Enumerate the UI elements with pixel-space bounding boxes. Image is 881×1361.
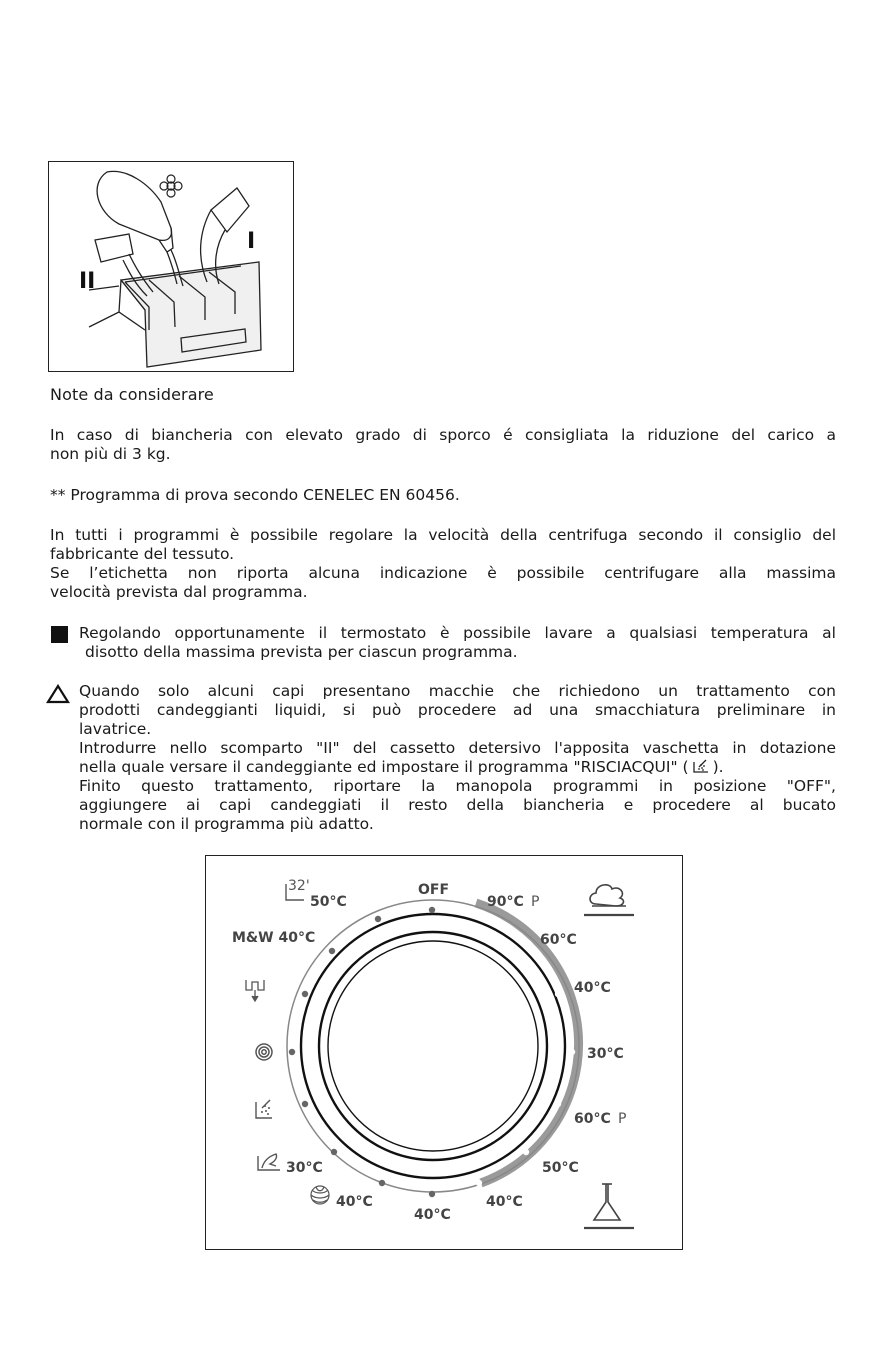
detergent-drawer-figure <box>48 161 294 372</box>
text-line: In tutti i programmi è possibile regolare la velocità della centrifuga secondo il consiglio del <box>50 526 836 544</box>
text-line: non più di 3 kg. <box>50 445 171 463</box>
paragraph-load <box>50 426 836 464</box>
cotton-60-label: 60°C <box>540 932 577 948</box>
text-line <box>79 758 836 777</box>
text-line: fabbricante del tessuto. <box>50 545 235 563</box>
compartment-ii-label: II <box>79 269 96 294</box>
off-label: OFF <box>418 882 450 898</box>
handwash-30-label: 30°C <box>286 1160 323 1176</box>
wool-40-label: 40°C <box>336 1194 373 1210</box>
spin-spiral-icon <box>256 1044 272 1060</box>
program-dial-figure <box>205 855 683 1250</box>
note-thermostat <box>50 624 836 662</box>
text-fragment: ). <box>712 758 724 776</box>
prewash-cloud-icon <box>584 885 634 915</box>
door-outer-ring <box>301 914 565 1178</box>
notes-heading: Note da considerare <box>50 385 214 404</box>
note-bleach <box>50 682 836 834</box>
drain-icon <box>246 980 264 1001</box>
warning-triangle-icon <box>46 684 70 704</box>
text-line: Se l’etichetta non riporta alcuna indicazione è possibile centrifugare alla massima <box>50 564 836 582</box>
paragraph-spin-speed <box>50 526 836 602</box>
mw-40-label: M&W 40°C <box>232 930 316 946</box>
wool-icon <box>311 1186 329 1204</box>
text-line: Introdurre nello scomparto "II" del cassetto detersivo l'apposita vaschetta in dotazione <box>79 739 836 757</box>
delicate-40-label: 40°C <box>414 1207 451 1223</box>
door-ring <box>319 932 547 1160</box>
text-line: aggiungere ai capi candeggiati il resto della biancheria e procedere al bucato <box>79 796 836 814</box>
synthetic-40-label: 40°C <box>486 1194 523 1210</box>
text-line: prodotti candeggianti liquidi, si può procedere ad una smacchiatura preliminare in <box>79 701 836 719</box>
rinse-shower-icon <box>691 758 711 774</box>
compartment-i-label: I <box>247 229 256 254</box>
flask-icon <box>584 1184 634 1228</box>
text-line: disotto della massima prevista per ciascun programma. <box>85 643 518 661</box>
paragraph-test-program <box>50 486 836 505</box>
text-line: Finito questo trattamento, riportare la manopola programmi in posizione "OFF", <box>79 777 836 795</box>
text-line: In caso di biancheria con elevato grado di sporco é consigliata la riduzione del carico a <box>50 426 836 444</box>
flower-icon <box>160 175 182 197</box>
cotton-30-label: 30°C <box>587 1046 624 1062</box>
text-line: ** Programma di prova secondo CENELEC EN 60456. <box>50 486 460 504</box>
handwash-icon <box>258 1154 280 1170</box>
square-icon <box>50 626 68 644</box>
cotton-90-label: 90°C <box>487 894 524 910</box>
synthetic-60-suffix: P <box>618 1111 627 1127</box>
cotton-90-suffix: P <box>531 894 540 910</box>
text-line: normale con il programma più adatto. <box>79 815 374 833</box>
door-glass <box>328 941 538 1151</box>
text-fragment: nella quale versare il candeggiante ed impostare il programma "RISCIACQUI" ( <box>79 758 689 776</box>
cotton-40-label: 40°C <box>574 980 611 996</box>
quick-50-label: 50°C <box>310 894 347 910</box>
rinse-icon <box>256 1100 272 1118</box>
text-line: Quando solo alcuni capi presentano macchie che richiedono un trattamento con <box>79 682 836 700</box>
text-line: Regolando opportunamente il termostato è possibile lavare a qualsiasi temperatura al <box>79 624 836 642</box>
text-line: lavatrice. <box>79 720 152 738</box>
text-line: velocità prevista dal programma. <box>50 583 308 601</box>
synthetic-50-label: 50°C <box>542 1160 579 1176</box>
quick-32-label: 32' <box>288 878 310 894</box>
synthetic-60-label: 60°C <box>574 1111 611 1127</box>
